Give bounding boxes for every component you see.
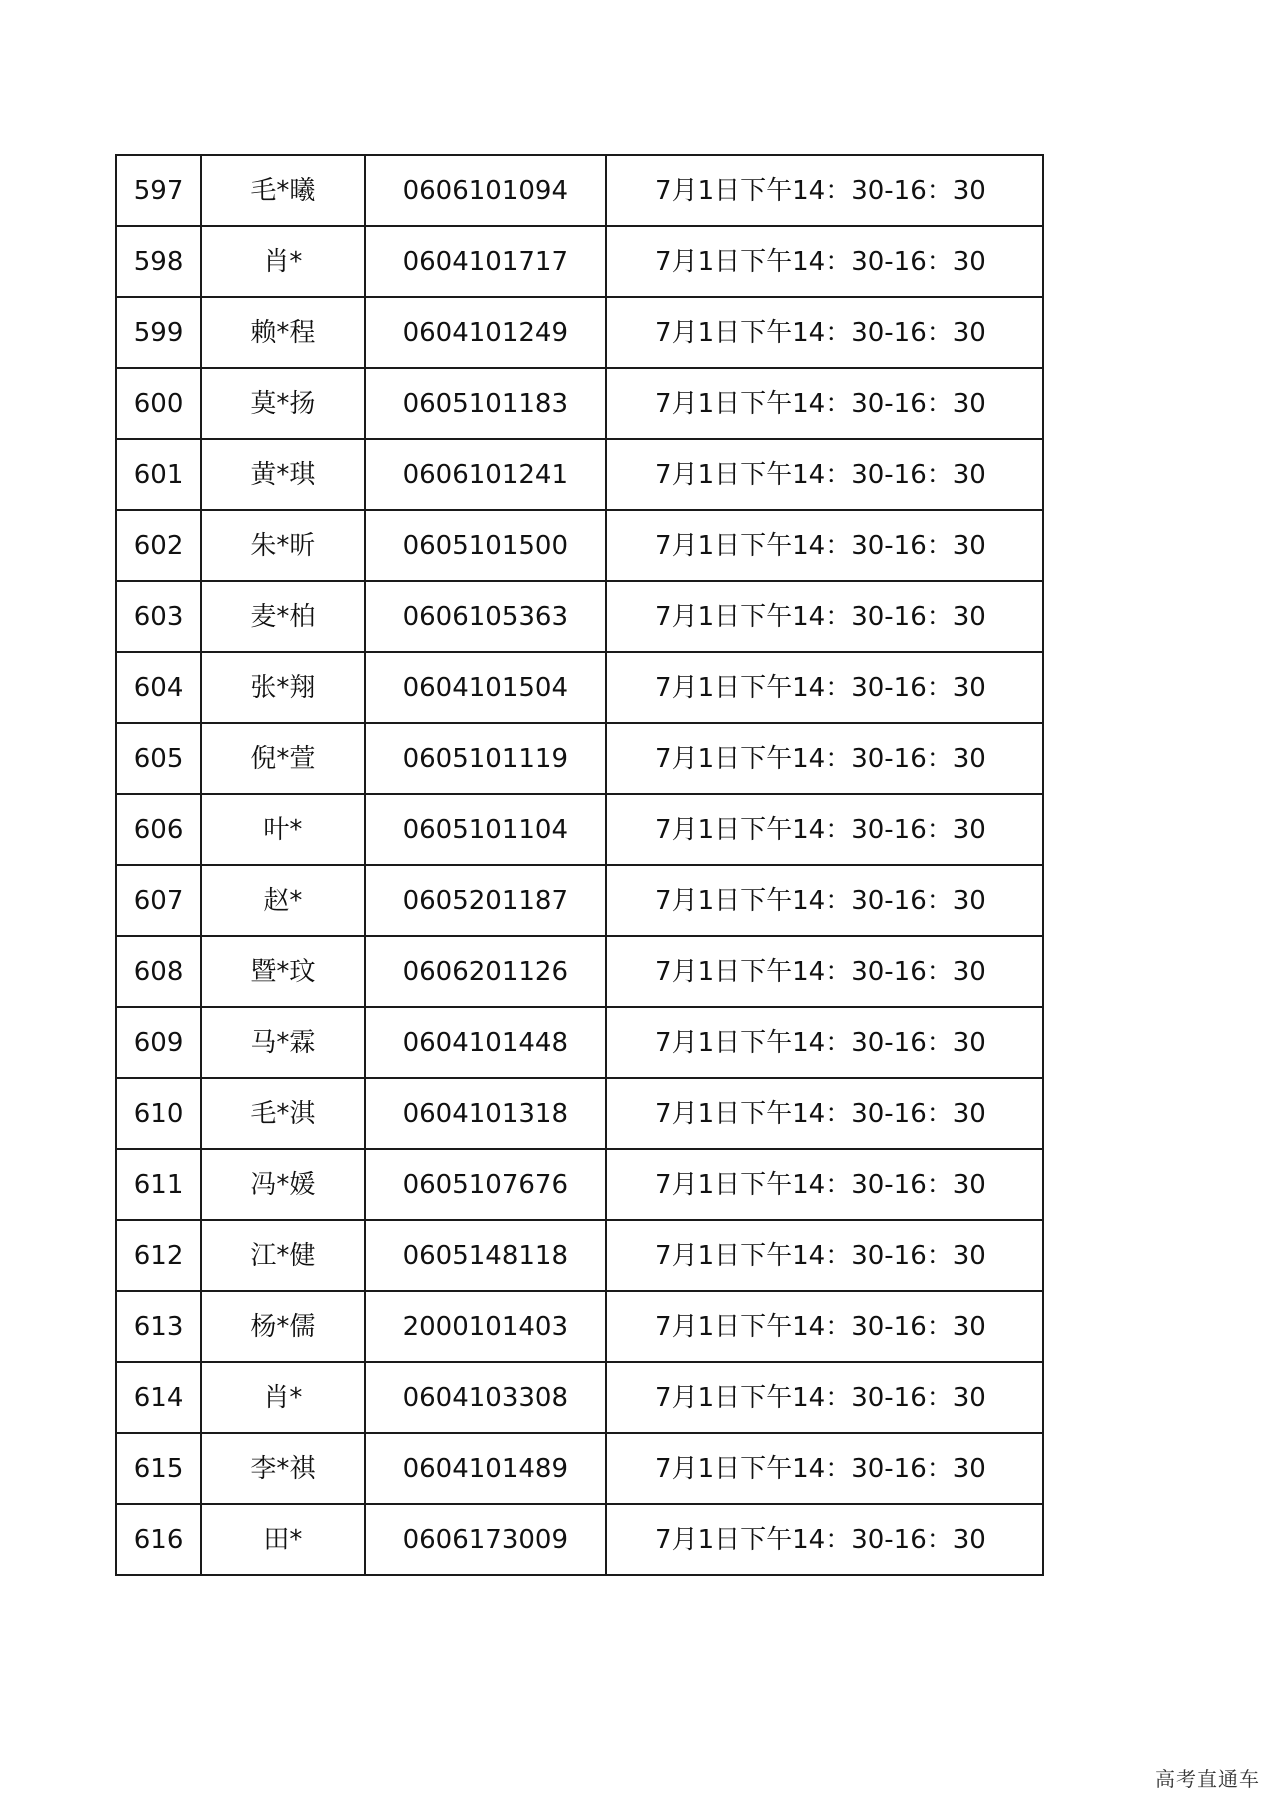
watermark-text: 高考直通车 (1155, 1767, 1260, 1791)
table-row (116, 652, 1043, 723)
table-row (116, 155, 1043, 226)
name-cell: 朱*昕 (201, 510, 364, 581)
exam-time-cell: 7月1日下午14：30-16：30 (606, 368, 1043, 439)
candidate-id-cell: 0604101448 (365, 1007, 607, 1078)
candidate-id-cell: 0604101489 (365, 1433, 607, 1504)
row-number-cell: 615 (116, 1433, 201, 1504)
row-number-cell: 601 (116, 439, 201, 510)
candidate-id-cell: 0605148118 (365, 1220, 607, 1291)
candidate-id-cell: 0605101119 (365, 723, 607, 794)
table-row (116, 1149, 1043, 1220)
row-number-cell: 598 (116, 226, 201, 297)
table-row (116, 510, 1043, 581)
row-number-cell: 611 (116, 1149, 201, 1220)
name-cell: 麦*柏 (201, 581, 364, 652)
exam-time-cell: 7月1日下午14：30-16：30 (606, 652, 1043, 723)
name-cell: 李*祺 (201, 1433, 364, 1504)
row-number-cell: 597 (116, 155, 201, 226)
row-number-cell: 599 (116, 297, 201, 368)
exam-time-cell: 7月1日下午14：30-16：30 (606, 723, 1043, 794)
table-row (116, 581, 1043, 652)
candidate-id-cell: 0604101249 (365, 297, 607, 368)
name-cell: 冯*媛 (201, 1149, 364, 1220)
row-number-cell: 614 (116, 1362, 201, 1433)
candidate-id-cell: 0605201187 (365, 865, 607, 936)
exam-time-cell: 7月1日下午14：30-16：30 (606, 439, 1043, 510)
row-number-cell: 604 (116, 652, 201, 723)
exam-time-cell: 7月1日下午14：30-16：30 (606, 226, 1043, 297)
table-row (116, 439, 1043, 510)
name-cell: 张*翔 (201, 652, 364, 723)
name-cell: 马*霖 (201, 1007, 364, 1078)
exam-time-cell: 7月1日下午14：30-16：30 (606, 865, 1043, 936)
exam-time-cell: 7月1日下午14：30-16：30 (606, 155, 1043, 226)
candidate-id-cell: 0604101504 (365, 652, 607, 723)
name-cell: 肖* (201, 226, 364, 297)
exam-time-cell: 7月1日下午14：30-16：30 (606, 1291, 1043, 1362)
table-row (116, 1220, 1043, 1291)
table-row (116, 1504, 1043, 1575)
name-cell: 田* (201, 1504, 364, 1575)
exam-time-cell: 7月1日下午14：30-16：30 (606, 1433, 1043, 1504)
candidate-id-cell: 0604103308 (365, 1362, 607, 1433)
name-cell: 黄*琪 (201, 439, 364, 510)
exam-time-cell: 7月1日下午14：30-16：30 (606, 510, 1043, 581)
row-number-cell: 613 (116, 1291, 201, 1362)
candidate-id-cell: 0604101717 (365, 226, 607, 297)
exam-time-cell: 7月1日下午14：30-16：30 (606, 1504, 1043, 1575)
candidate-id-cell: 0606173009 (365, 1504, 607, 1575)
row-number-cell: 610 (116, 1078, 201, 1149)
name-cell: 莫*扬 (201, 368, 364, 439)
candidate-id-cell: 0605101500 (365, 510, 607, 581)
exam-time-cell: 7月1日下午14：30-16：30 (606, 1078, 1043, 1149)
table-row (116, 297, 1043, 368)
row-number-cell: 607 (116, 865, 201, 936)
candidate-id-cell: 0606201126 (365, 936, 607, 1007)
name-cell: 倪*萱 (201, 723, 364, 794)
row-number-cell: 606 (116, 794, 201, 865)
exam-time-cell: 7月1日下午14：30-16：30 (606, 1362, 1043, 1433)
name-cell: 赖*程 (201, 297, 364, 368)
candidate-id-cell: 0604101318 (365, 1078, 607, 1149)
name-cell: 毛*曦 (201, 155, 364, 226)
table-row (116, 1078, 1043, 1149)
table-row (116, 1007, 1043, 1078)
table-row (116, 1362, 1043, 1433)
row-number-cell: 603 (116, 581, 201, 652)
row-number-cell: 609 (116, 1007, 201, 1078)
candidate-id-cell: 0605101183 (365, 368, 607, 439)
table-row (116, 936, 1043, 1007)
candidate-id-cell: 0605107676 (365, 1149, 607, 1220)
table-row (116, 1291, 1043, 1362)
exam-time-cell: 7月1日下午14：30-16：30 (606, 1007, 1043, 1078)
table-row (116, 226, 1043, 297)
roster-table (115, 154, 1044, 1576)
row-number-cell: 602 (116, 510, 201, 581)
candidate-id-cell: 2000101403 (365, 1291, 607, 1362)
table-row (116, 794, 1043, 865)
table-row (116, 368, 1043, 439)
name-cell: 赵* (201, 865, 364, 936)
exam-time-cell: 7月1日下午14：30-16：30 (606, 794, 1043, 865)
name-cell: 毛*淇 (201, 1078, 364, 1149)
candidate-id-cell: 0606101094 (365, 155, 607, 226)
name-cell: 杨*儒 (201, 1291, 364, 1362)
exam-time-cell: 7月1日下午14：30-16：30 (606, 297, 1043, 368)
exam-time-cell: 7月1日下午14：30-16：30 (606, 936, 1043, 1007)
name-cell: 肖* (201, 1362, 364, 1433)
row-number-cell: 616 (116, 1504, 201, 1575)
candidate-id-cell: 0606101241 (365, 439, 607, 510)
table-row (116, 1433, 1043, 1504)
exam-time-cell: 7月1日下午14：30-16：30 (606, 1149, 1043, 1220)
exam-time-cell: 7月1日下午14：30-16：30 (606, 581, 1043, 652)
name-cell: 江*健 (201, 1220, 364, 1291)
row-number-cell: 612 (116, 1220, 201, 1291)
table-row (116, 865, 1043, 936)
row-number-cell: 605 (116, 723, 201, 794)
row-number-cell: 600 (116, 368, 201, 439)
name-cell: 叶* (201, 794, 364, 865)
table-row (116, 723, 1043, 794)
row-number-cell: 608 (116, 936, 201, 1007)
exam-time-cell: 7月1日下午14：30-16：30 (606, 1220, 1043, 1291)
candidate-id-cell: 0606105363 (365, 581, 607, 652)
name-cell: 暨*玟 (201, 936, 364, 1007)
roster-body (116, 155, 1043, 1575)
candidate-id-cell: 0605101104 (365, 794, 607, 865)
